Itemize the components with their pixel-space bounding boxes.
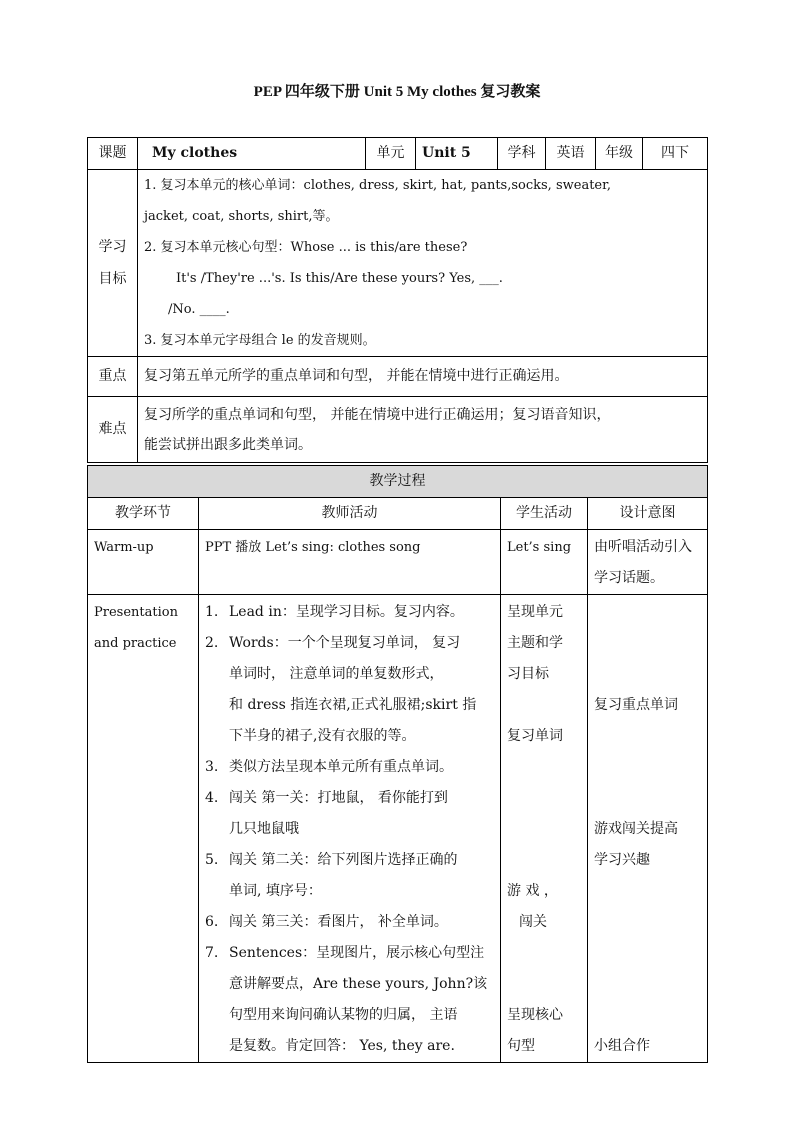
student-line — [507, 752, 581, 783]
warmup-stage: Warm-up — [88, 530, 199, 595]
step-line: 单词, 填序号： — [229, 883, 322, 899]
step-line: 单词时， 注意单词的单复数形式， — [229, 666, 444, 682]
teacher-step — [205, 783, 494, 845]
warmup-teacher: PPT 播放 Let’s sing: clothes song — [199, 530, 501, 595]
page-title: PEP 四年级下册 Unit 5 My clothes 复习教案 — [253, 84, 541, 100]
intent-line: 复习重点单词 — [594, 697, 678, 713]
student-line — [507, 938, 581, 969]
presentation-student — [501, 595, 588, 1063]
difficulties-line: 能尝试拼出跟多此类单词。 — [144, 436, 312, 453]
warmup-student: Let’s sing — [501, 530, 588, 595]
student-line — [507, 845, 581, 876]
process-table — [87, 465, 708, 1063]
objective-line: It's /They're ...'s. Is this/Are these yours? Yes, ___. — [176, 271, 503, 286]
step-number: 4. — [205, 790, 219, 806]
student-line: 呈现单元 — [507, 604, 563, 620]
step-line: 几只地鼠哦 — [229, 821, 299, 837]
intent-line — [594, 721, 701, 752]
step-line: 和 dress 指连衣裙,正式礼服裙;skirt 指 — [229, 697, 477, 713]
objective-line: jacket, coat, shorts, shirt,等。 — [144, 209, 339, 224]
intent-line — [594, 1000, 701, 1031]
intent-line — [594, 938, 701, 969]
step-number: 3. — [205, 759, 219, 775]
intent-line — [594, 907, 701, 938]
objectives-content — [138, 170, 708, 357]
step-line: 是复数。肯定回答： Yes, they are. — [229, 1038, 455, 1054]
student-line — [507, 969, 581, 1000]
student-line: 习目标 — [507, 666, 549, 682]
intent-line — [594, 752, 701, 783]
student-line — [507, 814, 581, 845]
teacher-step — [205, 845, 494, 907]
intent-line: 游戏闯关提高 — [594, 821, 678, 837]
grade-value: 四下 — [643, 138, 708, 170]
student-line: 呈现核心 — [507, 1007, 563, 1023]
intent-line — [594, 783, 701, 814]
student-line: 主题和学 — [507, 635, 563, 651]
step-number: 5. — [205, 852, 219, 868]
grade-label: 年级 — [596, 138, 643, 170]
step-number: 6. — [205, 914, 219, 930]
difficulties-text — [138, 397, 708, 463]
step-line: Words：一个个呈现复习单词， 复习 — [229, 635, 461, 651]
intent-line — [594, 659, 701, 690]
step-number: 1. — [205, 604, 219, 620]
topic-value: My clothes — [138, 138, 366, 170]
unit-value: Unit 5 — [416, 138, 498, 170]
step-line: Sentences：呈现图片，展示核心句型注 — [229, 945, 485, 961]
lesson-info-table — [87, 137, 708, 463]
column-header: 学生活动 — [501, 498, 588, 530]
teacher-step — [205, 752, 494, 783]
warmup-intent: 由听唱活动引入学习话题。 — [588, 530, 708, 595]
key-points-label: 重点 — [88, 357, 138, 397]
subject-value: 英语 — [546, 138, 596, 170]
objective-line: 3. 复习本单元字母组合 le 的发音规则。 — [144, 333, 376, 348]
student-line: 闯关 — [519, 914, 547, 930]
presentation-stage-line: Presentation — [94, 605, 178, 620]
presentation-intent — [588, 595, 708, 1063]
intent-line: 学习兴趣 — [594, 852, 650, 868]
topic-label: 课题 — [88, 138, 138, 170]
subject-label: 学科 — [498, 138, 546, 170]
difficulties-line: 复习所学的重点单词和句型， 并能在情境中进行正确运用；复习语音知识， — [144, 406, 611, 423]
step-line: Lead in：呈现学习目标。复习内容。 — [229, 604, 464, 620]
step-line: 闯关 第三关：看图片， 补全单词。 — [229, 914, 448, 930]
student-line: 句型 — [507, 1038, 535, 1054]
step-line: 下半身的裙子,没有衣服的等。 — [229, 728, 416, 744]
intent-line — [594, 628, 701, 659]
step-line: 句型用来询问确认某物的归属， 主语 — [229, 1007, 458, 1023]
presentation-stage — [88, 595, 199, 1063]
key-points-text: 复习第五单元所学的重点单词和句型， 并能在情境中进行正确运用。 — [138, 357, 708, 397]
student-line — [507, 690, 581, 721]
teacher-step — [205, 907, 494, 938]
student-line — [507, 783, 581, 814]
objectives-label-text: 学习目标 — [98, 239, 127, 287]
intent-line: 小组合作 — [594, 1038, 650, 1054]
intent-line — [594, 876, 701, 907]
intent-line — [594, 597, 701, 628]
step-line: 意讲解要点，Are these yours, John?该 — [229, 976, 488, 992]
column-header: 教师活动 — [199, 498, 501, 530]
objective-line: 2. 复习本单元核心句型：Whose ... is this/are these? — [144, 240, 468, 255]
objectives-label — [88, 170, 138, 357]
objective-line: 1. 复习本单元的核心单词：clothes, dress, skirt, hat, pants,socks, sweater, — [144, 178, 612, 193]
teacher-step — [205, 628, 494, 752]
teacher-step — [205, 597, 494, 628]
presentation-stage-line: and practice — [94, 636, 177, 651]
teacher-step — [205, 938, 494, 1062]
presentation-teacher — [199, 595, 501, 1063]
unit-label: 单元 — [366, 138, 416, 170]
step-number: 7. — [205, 945, 219, 961]
column-header: 教学环节 — [88, 498, 199, 530]
process-heading: 教学过程 — [88, 466, 708, 498]
difficulties-label: 难点 — [88, 397, 138, 463]
step-line: 类似方法呈现本单元所有重点单词。 — [229, 759, 453, 775]
intent-line — [594, 969, 701, 1000]
student-line: 复习单词 — [507, 728, 563, 744]
step-number: 2. — [205, 635, 219, 651]
step-line: 闯关 第二关：给下列图片选择正确的 — [229, 852, 458, 868]
objective-line: /No. ____. — [168, 302, 230, 317]
column-header: 设计意图 — [588, 498, 708, 530]
step-line: 闯关 第一关：打地鼠， 看你能打到 — [229, 790, 448, 806]
student-line: 游 戏 ， — [507, 883, 558, 899]
